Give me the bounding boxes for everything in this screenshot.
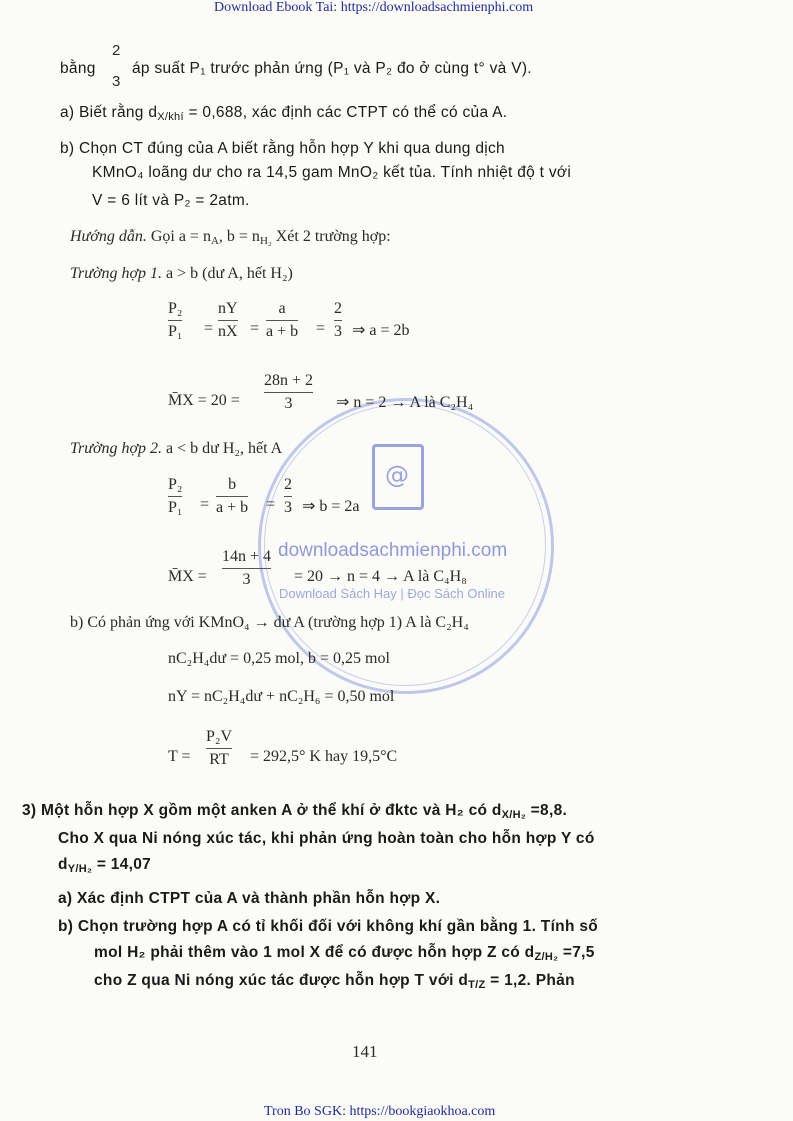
fraction-den: 3 <box>112 73 121 90</box>
eq1-equals2: = <box>250 320 260 337</box>
eq1-result: ⇒ a = 2b <box>352 322 410 339</box>
case1-line: Trường hợp 1. a > b (dư A, hết H₂) <box>70 265 293 282</box>
eq1-equals1: = <box>204 320 214 337</box>
eq2-left: M̄X = 20 = <box>168 392 240 409</box>
eq3-result: ⇒ b = 2a <box>302 498 360 515</box>
problem3-line3: $d_{Y/H_2} = 14,07$ <box>58 856 152 875</box>
watermark-book-icon <box>372 444 424 510</box>
eq3-frac-p: P₂ P₁ <box>168 476 183 516</box>
eq7-result: = 292,5° K hay 19,5°C <box>250 748 398 765</box>
eq2-result: ⇒ n = 2 → A là C₂H₄ <box>336 394 474 411</box>
partb-line: b) Có phản ứng với KMnO₄ → dư A (trường hợp 1) A là C₂H₄ <box>70 614 469 631</box>
word-bang: bằng <box>60 60 96 77</box>
problem3-a: a) Xác định CTPT của A và thành phần hỗn hợp X. <box>58 890 441 907</box>
problem3-b-line1: b) Chọn trường hợp A có tỉ khối đối với không khí gần bằng 1. Tính số <box>58 918 599 935</box>
problem2-b-line2: KMnO₄ loãng dư cho ra 14,5 gam MnO₂ kết tủa. Tính nhiệt độ t với <box>92 164 572 181</box>
at-sign-icon: @ <box>385 461 409 489</box>
fraction-two-thirds <box>112 42 120 90</box>
eq2-frac: 28n + 2 3 <box>264 372 314 412</box>
footer-link[interactable]: Tron Bo SGK: https://bookgiaokhoa.com <box>264 1104 496 1119</box>
eq7-frac: P₂V RT <box>206 728 233 768</box>
eq1-equals3: = <box>316 320 326 337</box>
fraction-num: 2 <box>112 42 121 59</box>
header-link[interactable]: Download Ebook Tai: https://downloadsachmienphi.com <box>214 0 534 15</box>
eq3-equals2: = <box>266 496 276 513</box>
eq5: nC₂H₄dư = 0,25 mol, b = 0,25 mol <box>168 650 390 667</box>
eq1-frac-ab: a a + b <box>266 300 299 340</box>
eq3-equals1: = <box>200 496 210 513</box>
case2-line: Trường hợp 2. a < b dư H₂, hết A <box>70 440 283 457</box>
eq4-left: M̄X = <box>168 568 207 585</box>
watermark-site: downloadsachmienphi.com <box>278 540 508 561</box>
eq4-frac: 14n + 4 3 <box>222 548 272 588</box>
eq1-frac-23: 2 3 <box>334 300 342 340</box>
eq3-frac-ab: b a + b <box>216 476 249 516</box>
page-number: 141 <box>352 1042 378 1061</box>
problem2-a: a) Biết rằng $d_{X/khí} = 0,688$, xác định các CTPT có thể có của A. <box>60 104 508 123</box>
problem3-b-line3: cho Z qua Ni nóng xúc tác được hỗn hợp T với $d_{T/Z} = 1,2$. Phản <box>94 972 575 991</box>
problem3-line1: 3) Một hỗn hợp X gồm một anken A ở thể khí ở đktc và H₂ có $d_{X/H_2} =8,8$. <box>22 802 568 821</box>
problem3-b-line2: mol H₂ phải thêm vào 1 mol X để có được hỗn hợp Z có $d_{Z/H_2} =7,5$ <box>94 944 595 963</box>
eq7-left: T = <box>168 748 191 765</box>
eq4-result: = 20 → n = 4 → A là C₄H₈ <box>294 568 467 585</box>
eq6: nY = nC₂H₄dư + nC₂H₆ = 0,50 mol <box>168 688 395 705</box>
intro-line: áp suất P₁ trước phản ứng (P₁ và P₂ đo ở cùng t° và V). <box>132 60 532 77</box>
eq1-frac-p: P₂ P₁ <box>168 300 183 340</box>
problem2-b-line3: V = 6 lít và P₂ = 2atm. <box>92 192 250 209</box>
problem3-line2: Cho X qua Ni nóng xúc tác, khi phản ứng hoàn toàn cho hỗn hợp Y có <box>58 830 595 847</box>
guide-line: Hướng dẫn. Gọi $a = n_A$, $b = n_{H_2}$ Xét 2 trường hợp: <box>70 228 391 247</box>
watermark-tagline: Download Sách Hay | Đọc Sách Online <box>279 586 505 601</box>
eq1-frac-n: nY nX <box>218 300 238 340</box>
problem2-b-line1: b) Chọn CT đúng của A biết rằng hỗn hợp Y khi qua dung dịch <box>60 140 505 157</box>
eq3-frac-23: 2 3 <box>284 476 292 516</box>
